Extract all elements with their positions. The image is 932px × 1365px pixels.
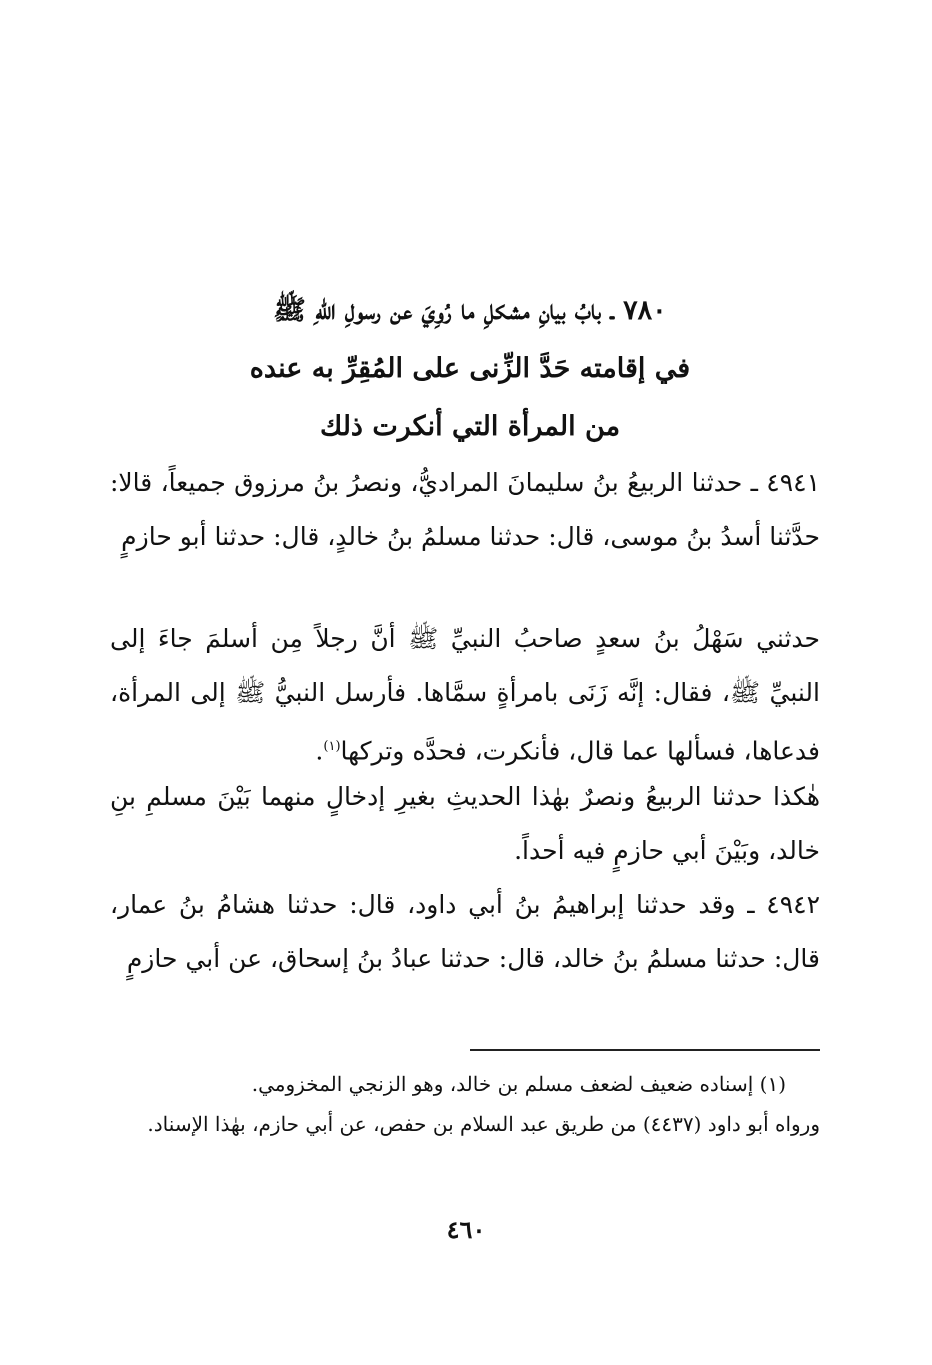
footnote-marker: (١) xyxy=(323,739,341,754)
footnote-1-line-1: (١) إسناده ضعيف لضعف مسلم بن خالد، وهو الزنجي المخزومي. xyxy=(251,1072,786,1096)
footnotes xyxy=(110,1064,820,1144)
footnote-separator xyxy=(470,1049,820,1051)
hadith-4942-isnad-text: ٤٩٤٢ ـ وقد حدثنا إبراهيمُ بنُ أبي داود، قال: حدثنا هشامُ بنُ عمار، قال: حدثنا مسلمُ بنُ خالد، قال: حدثنا عبادُ بنُ إسحاق، عن أبي حازمٍ xyxy=(110,890,820,973)
chapter-title-line-2: في إقامته حَدَّ الزِّنى على المُقِرِّ به عنده xyxy=(249,353,691,384)
hadith-4941-isnad xyxy=(110,456,820,564)
hadith-4942-isnad xyxy=(110,878,820,986)
hadith-4941-isnad-text: ٤٩٤١ ـ حدثنا الربيعُ بنُ سليمانَ المراديُّ، ونصرُ بنُ مرزوق جميعاً، قالا: حدَّثنا أسدُ بنُ موسى، قال: حدثنا مسلمُ بنُ خالدٍ، قال: حدثنا أبو حازمٍ xyxy=(110,468,820,551)
chapter-title-line-1: ٧٨٠ ـ بابُ بيانِ مشكلِ ما رُوِيَ عن رسولِ اللهِ ﷺ xyxy=(273,295,667,326)
hadith-4941-matn-paragraph xyxy=(110,612,820,778)
chapter-heading xyxy=(120,282,820,456)
hadith-4941-matn xyxy=(110,612,820,778)
hadith-4941-note xyxy=(110,770,820,878)
page-number: ٤٦٠ xyxy=(446,1215,486,1244)
hadith-4941-matn-text: حدثني سَهْلُ بنُ سعدٍ صاحبُ النبيِّ ﷺ أنَّ رجلاً مِن أسلمَ جاءَ إلى النبيِّ ﷺ، فقال: إنَّه زَنَى بامرأةٍ سمَّاها. فأرسل النبيُّ ﷺ إلى المرأة، فدعاها، فسألها عما قال، فأنكرت، فحدَّه وتركها xyxy=(110,624,820,766)
hadith-4941-note-text: هٰكذا حدثنا الربيعُ ونصرٌ بهٰذا الحديثِ بغيرِ إدخالٍ منهما بَيْنَ مسلمِ بنِ خالد، وبَيْنَ أبي حازمٍ فيه أحداً. xyxy=(110,782,820,865)
footnote-1-line-2: ورواه أبو داود (٤٤٣٧) من طريق عبد السلام بن حفص، عن أبي حازم، بهٰذا الإسناد. xyxy=(147,1112,820,1136)
hadith-4941-end-mark: . xyxy=(315,736,324,766)
chapter-title-line-3: من المرأة التي أنكرت ذلك xyxy=(319,411,621,442)
